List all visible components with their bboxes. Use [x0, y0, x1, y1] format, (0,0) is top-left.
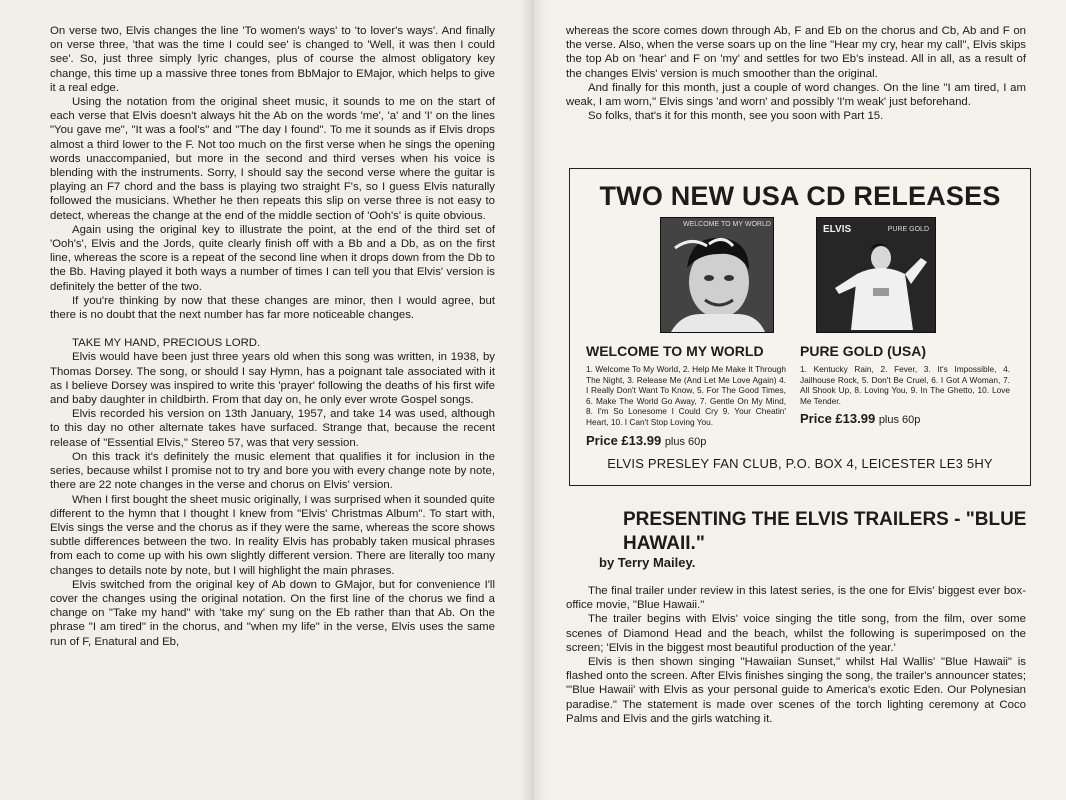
- album-name: PURE GOLD (USA): [800, 343, 926, 359]
- paragraph: So folks, that's it for this month, see you soon with Part 15.: [588, 110, 884, 123]
- album-welcome-to-my-world: [586, 343, 786, 448]
- album-cover-pure-gold: [816, 217, 936, 333]
- postage-value: plus 60p: [878, 414, 921, 427]
- cover-caption: WELCOME TO MY WORLD: [683, 221, 771, 228]
- album-pure-gold: [800, 343, 1010, 426]
- paragraph: Elvis is then shown singing "Hawaiian Sunset," whilst Hal Wallis' "Blue Hawaii" is flashed onto the screen. After Elvis finishes singing the song, the trailer's announcer states; "'Blue Hawaii' with Elvis as your personal guide to America's exotic Eden. Our Polynesian paradise." The statement is made over scenes of the torch lighting ceremony at Coco Palms and Elvis and the girls watching it.: [566, 656, 1026, 725]
- cover-caption: PURE GOLD: [887, 226, 929, 233]
- paragraph: And finally for this month, just a couple of word changes. On the line "I am tired, I am weak, I am worn," Elvis sings 'and worn' and possibly 'I'm weak' just beforehand.: [566, 81, 1026, 109]
- article-body: [566, 584, 1026, 726]
- article-byline: by Terry Mailey.: [599, 555, 696, 570]
- paragraph: On this track it's definitely the music element that qualifies it for inclusion in the series, because whilst I promise not to try and bore you with every change note by note, there are 22 note changes in the verse and chorus on Elvis' version.: [50, 450, 495, 492]
- album-name: WELCOME TO MY WORLD: [586, 343, 764, 359]
- paragraph: Elvis would have been just three years old when this song was written, in 1938, by Thomas Dorsey. The song, or should I say Hymn, has a poignant tale associated with it as I believe Dorsey was inspired to write this 'prayer' following the deaths of his first wife and baby daughter in childbirth. From that day on, he only ever wrote Gospel songs.: [50, 351, 495, 407]
- paragraph: On verse two, Elvis changes the line 'To women's ways' to 'to lover's ways'. And finally on verse three, 'that was the time I could see' is changed to 'Well, it was then I could see'. So, just three simply lyric changes, plus of course the almost obligatory key change, this time up a massive three tones from BbMajor to EMajor, which helps to give it a real edge.: [50, 25, 495, 94]
- paragraph: whereas the score comes down through Ab, F and Eb on the chorus and Cb, Ab and F on the verse. Also, when the verse soars up on the line "Hear my cry, hear my call", Elvis skips the top Ab on 'hear' and F on 'my' and settles for two Eb's instead. All in all, as a result of the changes Elvis' version is much smoother than the original.: [566, 25, 1026, 80]
- track-list: 1. Kentucky Rain, 2. Fever, 3. It's Impossible, 4. Jailhouse Rock, 5. Don't Be Cruel, 6. I Got A Woman, 7. All Shook Up, 8. Loving You, 9. In The Ghetto, 10. Love Me Tender.: [800, 364, 1010, 406]
- paragraph: The trailer begins with Elvis' voice singing the title song, from the film, over some scenes of Diamond Head and the beach, whilst the following is superimposed on the screen; 'Elvis in the biggest most beautiful production of the year.': [566, 613, 1026, 654]
- advert-title: TWO NEW USA CD RELEASES: [599, 181, 1001, 211]
- article-title: PRESENTING THE ELVIS TRAILERS - "BLUE HAWAII.": [623, 509, 1027, 554]
- paragraph: Elvis recorded his version on 13th January, 1957, and take 14 was used, although to this day no other alternate takes have surfaced. Strange that, because the recent release of "Essential Elvis," Stereo 57, was that very session.: [50, 408, 495, 449]
- paragraph: Using the notation from the original sheet music, it sounds to me on the start of each verse that Elvis doesn't always hit the Ab on the words 'me', 'a' and 'I' on the lines "You gave me", "It was a fool's" and "The day I found". To me it sounds as if Elvis drops almost a third lower to the F. Not too much on the first verse when he sings the opening words unaccompanied, but more in the second and third verses when his voice is blending with the instruments. Sorry, I should say the second verse where the guitar is playing an F7 chord and the bass is playing two straight F's, so I guess Elvis naturally followed the musicians. Whether he then repeats this slip on verse three is not easy to detect, whereas the change at the end of the middle section of 'Ooh's' is quite obvious.: [50, 96, 495, 222]
- elvis-stage-image: [817, 218, 935, 332]
- right-column-text: [566, 24, 1026, 123]
- postage-value: plus 60p: [664, 435, 707, 448]
- price-value: Price £13.99: [586, 432, 662, 448]
- price-value: Price £13.99: [800, 411, 876, 427]
- left-column-text: [50, 24, 495, 649]
- paragraph: Elvis switched from the original key of Ab down to GMajor, but for convenience I'll cover the changes using the original notation. On the first line of the chorus we find a change on "Take my hand" with 'take my' sung on the Eb rather than that Ab. On the phrase "I am tired" in the chorus, and "when my life" in the verse, Elvis uses the same run of F, Enatural and Eb,: [50, 578, 495, 648]
- paragraph: Again using the original key to illustrate the point, at the end of the third set of 'Ooh's', Elvis and the Jords, quite clearly finish off with a Bb and a Db, as on the first line, whereas the score is a repeat of the second line when it drops down from the Db to the Bb. Having played it both ways a number of times I can tell you that Elvis' version is definitely the better of the two.: [50, 223, 495, 293]
- album-price: [586, 433, 786, 448]
- cover-logo: ELVIS: [823, 224, 852, 235]
- fan-club-address: ELVIS PRESLEY FAN CLUB, P.O. BOX 4, LEICESTER LE3 5HY: [607, 456, 993, 471]
- paragraph: If you're thinking by now that these changes are minor, then I would agree, but there is no doubt that the next number has far more noticeable changes.: [50, 294, 495, 322]
- elvis-portrait-image: [661, 218, 773, 332]
- right-page: [533, 0, 1066, 800]
- section-heading: TAKE MY HAND, PRECIOUS LORD.: [72, 337, 261, 350]
- cd-releases-advert: [569, 168, 1031, 486]
- album-cover-welcome-to-my-world: [660, 217, 774, 333]
- track-list: 1. Welcome To My World, 2. Help Me Make It Through The Night, 3. Release Me (And Let Me Love Again) 4. I Really Don't Want To Know, 5. For The Good Times, 6. Make The World Go Away, 7. Gentle On My Mind, 8. I'm So Lonesome I Could Cry 9. Your Cheatin' Heart, 10. I Can't Stop Loving You.: [586, 364, 786, 427]
- paragraph: The final trailer under review in this latest series, is the one for Elvis' biggest ever box-office movie, "Blue Hawaii.": [566, 585, 1026, 612]
- page-gutter: [520, 0, 546, 800]
- album-price: [800, 411, 1010, 426]
- paragraph: When I first bought the sheet music originally, I was surprised when it sounded quite different to the hymn that I thought I knew from "Elvis' Christmas Album". To start with, Elvis sings the verse and the chorus as if they were the same, whereas the score shows subtle differences between the two. In reality Elvis has probably taken musical phrases from each to come up with his own slightly different version. There are literally too many changes to details note by note, but I will highlight the main phrases.: [50, 493, 495, 577]
